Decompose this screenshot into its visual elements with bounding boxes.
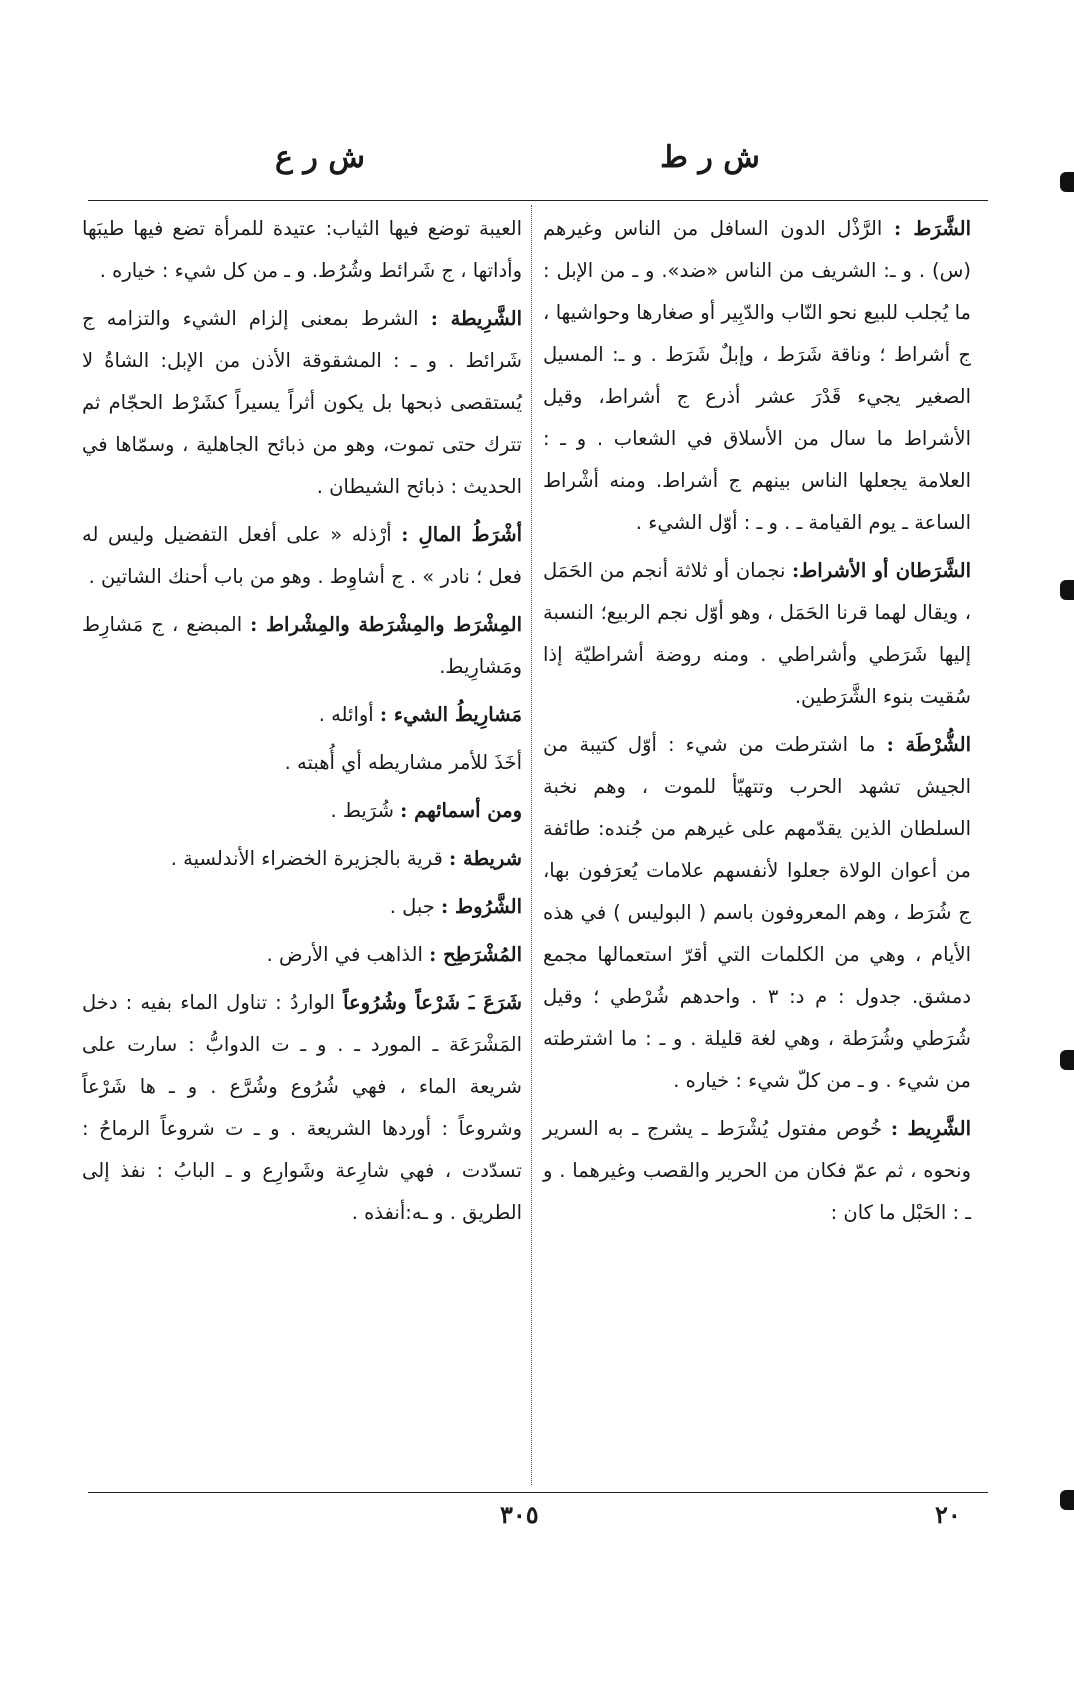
definition: نجمان أو ثلاثة أنجم من الحَمَل ، ويقال لهما قرنا الحَمَل ، وهو أوّل نجم الربيع؛ النسبة إليها شَرَطي وأشراطي . ومنه روضة أشراطيّة إذا سُقيت بنوء الشَّرَطين. [543,559,971,708]
definition: أوائله . [318,703,374,726]
definition: العيبة توضع فيها الثياب: عتيدة للمرأة تضع فيها طيبَها وأداتها ، ج شَرائط وشُرُط. و ـ من كل شيء : خياره . [82,217,522,282]
definition: ما اشترطت من شيء : أوّل كتيبة من الجيش تشهد الحرب وتتهيّأ للموت ، وهم نخبة السلطان الذين يقدّمهم على غيرهم من جُنده: طائفة من أعوان الولاة جعلوا لأنفسهم علامات يُعرَفون بها، ج شُرَط ، وهم المعروفون باسم ( البوليس ) في هذه الأيام ، وهي من الكلمات التي أقرّ استعمالها مجمع دمشق. جدول : م د: ٣ . واحدهم شُرْطي ؛ وقيل شُرَطي وشُرَطة ، وهي لغة قليلة . و ـ : ما اشترطته من شيء . و ـ من كلّ شيء : خياره . [543,733,971,1092]
headword: المُشْرَطِح : [429,943,522,966]
headword: الشَّرِيط : [890,1117,971,1140]
page-header-left: ش ر ع [275,140,365,175]
definition: الذاهب في الأرض . [266,943,423,966]
definition: المبضع ، ج مَشارِط ومَشارِيط. [82,613,522,678]
page-number-right: ٢٠ [935,1500,961,1529]
entry-mishrat [82,604,522,688]
scan-edge-mark [1060,1050,1074,1070]
headword: الشَّرُوط : [441,895,522,918]
definition: قرية بالجزيرة الخضراء الأندلسية . [170,847,443,870]
headword: الشَّرَطان أو الأشراط: [792,559,971,582]
headword: أشْرَطُ المالِ : [401,523,522,546]
page-number-left: ٣٠٥ [500,1500,539,1529]
headword: شريطة : [449,847,522,870]
right-column [543,208,971,1240]
definition: أرْذله « على أفعل التفضيل وليس له فعل ؛ نادر » . ج أشاوِط . وهو من باب أحنك الشاتين . [82,523,522,588]
top-rule [88,200,988,201]
definition: الشرط بمعنى إلزام الشيء والتزامه ج شَرائط . و ـ : المشقوقة الأذن من الإبل: الشاةُ لا يُستقصى ذبحها بل يكون أثراً يسيراً كشَرْط الحجّام ثم تترك حتى تموت، وهو من ذبائح الجاهلية ، وسمّاها في الحديث : ذبائح الشيطان . [82,307,522,498]
definition: جبل . [389,895,435,918]
entry-mushratih [82,934,522,976]
entry-akhatha [82,742,522,784]
entry-shrt [543,208,971,544]
entry-names [82,790,522,832]
scan-edge-mark [1060,1490,1074,1510]
definition: الواردُ : تناول الماء بفيه : دخل المَشْرَعَة ـ المورد ـ . و ـ ت الدوابُّ : سارت على شريعة الماء ، فهي شُرُوع وشُرَّع . و ـ ها شَرْعاً وشروعاً : أوردها الشريعة . و ـ ت شروعاً الرماحُ : تسدّدت ، فهي شارِعة وشَوارِع و ـ البابُ : نفذ إلى الطريق . و ـه:أنفذه . [82,991,522,1224]
entry-sharita [82,298,522,508]
scan-edge-mark [1060,172,1074,192]
column-separator [531,205,532,1485]
left-column [82,208,522,1240]
headword: ومن أسمائهم : [400,799,522,822]
definition: الرَّذْل الدون السافل من الناس وغيرهم (س) . و ـ: الشريف من الناس «ضد». و ـ من الإبل : ما يُجلب للبيع نحو النّاب والدّبِير أو صغارها وحواشيها ، ج أشراط ؛ وناقة شَرَط ، وإبلٌ شَرَط . و ـ: المسيل الصغير يجيء قَدْرَ عشر أذرع ج أشراط، وقيل الأشراط ما سال من الأسلاق في الشعاب . و ـ : العلامة يجعلها الناس بينهم ج أشراط. ومنه أشْراط الساعة ـ يوم القيامة ـ . و ـ : أوّل الشيء . [543,217,971,534]
headword: شَرَعَ ـَ شَرْعاً وشُرُوعاً [343,991,523,1014]
headword: المِشْرَط والمِشْرَطة والمِشْراط : [250,613,522,636]
headword: الشُّرْطَة : [886,733,971,756]
entry-sharaa [82,982,522,1234]
definition: شُرَيط . [330,799,394,822]
definition: أخَذَ للأمر مشاريطه أي أُهبته . [284,751,522,774]
entry-ashrat-al-mal [82,514,522,598]
page-header-right: ش ر ط [660,140,760,175]
headword: الشَّرَط : [893,217,971,240]
entry-masharit [82,694,522,736]
entry-sharut [82,886,522,928]
definition: خُوص مفتول يُشْرَط ـ يشرج ـ به السرير ونحوه ، ثم عمّ فكان من الحرير والقصب وغيرهما . و ـ : الحَبْل ما كان : [543,1117,971,1224]
entry-shartan [543,550,971,718]
headword: الشَّرِيطة : [430,307,522,330]
headword: مَشارِيطُ الشيء : [379,703,522,726]
entry-shurta [543,724,971,1102]
entry-continuation [82,208,522,292]
entry-sharita-place [82,838,522,880]
entry-sharit [543,1108,971,1234]
bottom-rule [88,1492,988,1493]
scan-edge-mark [1060,580,1074,600]
